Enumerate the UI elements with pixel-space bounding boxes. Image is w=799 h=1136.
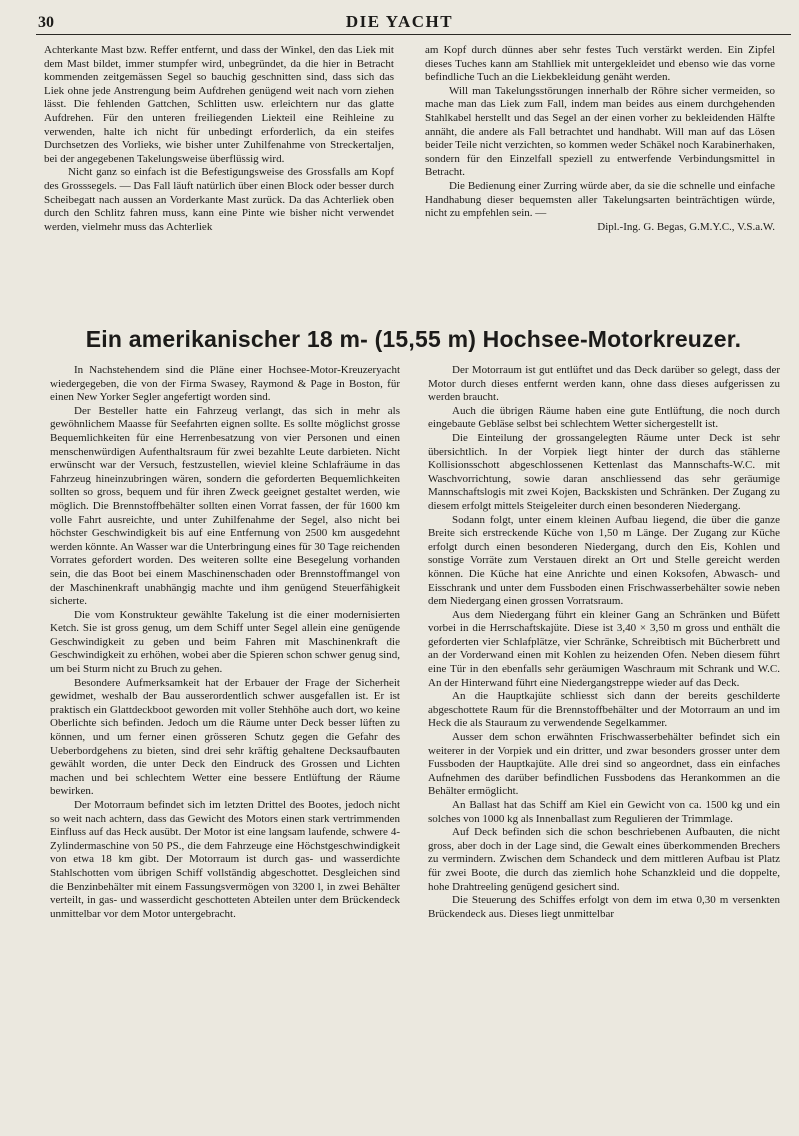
paragraph: Nicht ganz so einfach ist die Befestigungsweise des Grossfalls am Kopf des Grosssegels. — Das Fall läuft natürlich über einen Block oder besser durch Scheibegatt nach aussen an Vorderkante Mast zurück. Da das Achterliek oben durch den Schlitz fahren muss, kann eine Pinte wie bisher nicht verwendet werden, vielmehr muss das Achterliek (44, 166, 394, 233)
paragraph: Auch die übrigen Räume haben eine gute Entlüftung, die noch durch eingebaute Gebläse selbst bei schlechtem Wetter sichergestellt ist. (428, 404, 780, 431)
article-title: Ein amerikanischer 18 m- (15,55 m) Hochsee-Motorkreuzer. (85, 326, 742, 352)
paragraph: Die Bedienung einer Zurring würde aber, da sie die schnelle und einfache Handhabung dieser bequemsten aller Takelungsarten beinträchtigen würde, nicht zu empfehlen sein. — (425, 179, 775, 220)
paragraph: An die Hauptkajüte schliesst sich dann der bereits geschilderte abgeschottete Raum für die Brennstoffbehälter und der Motorraum an und im Heck die als Stauraum zu verwendende Segelkammer. (428, 690, 780, 730)
author-signature: Dipl.-Ing. G. Begas, G.M.Y.C., V.S.a.W. (597, 220, 775, 233)
paragraph: Der Motorraum befindet sich im letzten Drittel des Bootes, jedoch nicht so weit nach achtern, dass das Gewicht des Motors einen stark vertrimmenden Einfluss auf das Heck ausübt. Der Motor ist eine langsam laufende, schwere 4-Zylindermaschine von 50 PS., die dem Fahrzeuge eine Höchstgeschwindigkeit von etwa 18 km gibt. Der Motorraum ist durch gas- und wasserdichte Stahlschotten vom übrigen Schiff vollständig abgeschottet. Desgleichen sind die Benzinbehälter mit einem Fassungsvermögen von 3200 l, in zwei Behälter verteilt, in gas- und wasserdicht geschotteten Abteilen unter dem Brückendeck unmittelbar vor dem Motor untergebracht. (50, 799, 400, 920)
paragraph: Sodann folgt, unter einem kleinen Aufbau liegend, die über die ganze Breite sich erstreckende Küche von 1,50 m Länge. Der Zugang zur Küche erfolgt durch einen besonderen Niedergang, durch den Eis, Kohlen und sonstige Vorräte zum Verstauen direkt an Ort und Stelle gereicht werden können. Die Küche hat eine Anrichte und einen Koksofen, Abwasch- und Eisschrank und unter dem Fussboden einen Frischwasserbehälter sowie neben dem Niedergang einen grossen Vorratsraum. (428, 513, 780, 608)
main-article-right-column (428, 364, 780, 921)
running-title: DIE YACHT (345, 12, 454, 31)
paragraph: Der Motorraum ist gut entlüftet und das Deck darüber so gelegt, dass der Motor durch dieses entfernt werden kann, ohne dass dieses aufgerissen zu werden braucht. (428, 364, 780, 404)
paragraph: In Nachstehendem sind die Pläne einer Hochsee-Motor-Kreuzeryacht wiedergegeben, die von der Firma Swasey, Raymond & Page in Boston, für einen New Yorker Segler angefertigt worden sind. (50, 364, 400, 404)
paragraph: Der Besteller hatte ein Fahrzeug verlangt, das sich in mehr als gewöhnlichem Maasse für Seefahrten eignen sollte. Es sollte möglichst grosse Bequemlichkeiten für eine Herrenbesatzung von vier Personen und einen menschenwürdigen Aufenthaltsraum für zwei bezahlte Leute darbieten. Nicht erwünscht war der Versuch, festzustellen, wieviel kleine Schlafräume in das Fahrzeug hineinzubringen wären, sondern die geforderten Bequemlichkeiten sollten so gross, bequem und für ihren Zweck geeignet gestaltet werden, wie möglich. Die Brennstoffbehälter sollten einen Vorrat fassen, der für 1600 km volle Fahrt ausreichte, und unter Zuhilfenahme der Segel, also nicht bei höchster Geschwindigkeit bis auf eine Entfernung von 2500 km ausgedehnt werden könnte. An Wasser war die Unterbringung eines für 30 Tage reichenden Vorrates gefordert worden. Des weiteren sollte eine Besegelung vorhanden sein, die das Boot bei einem Maschinenschaden oder Brennstoffmangel von der Maschinenkraft unabhängig machte und ihm genügend Steuerfähigkeit sicherte. (50, 404, 400, 608)
paragraph: An Ballast hat das Schiff am Kiel ein Gewicht von ca. 1500 kg und ein solches von 1000 kg als Innenballast zum Regulieren der Trimmlage. (428, 799, 780, 825)
paragraph: Die Einteilung der grossangelegten Räume unter Deck ist sehr übersichtlich. In der Vorpiek liegt hinter der durch das stählerne Kollisionsschott abgeschlossenen Kettenlast das Mannschafts-W.C. mit Waschvorrichtung, sowie daran anschliessend das sehr geräumige Mannschaftslogis mit zwei Kojen, Backskisten und Schränken. Der Zugang zu diesem erfolgt mittels Steigeleiter durch einen besonderen Niedergang. (428, 431, 780, 512)
main-article-left-column (50, 364, 400, 921)
paragraph: am Kopf durch dünnes aber sehr festes Tuch verstärkt werden. Ein Zipfel dieses Tuches kann am Stahlliek mit untergekleidet und ebenso wie das vorne befindliche Tuch an die Liekbekleidung genäht werden. (425, 44, 775, 84)
top-article-left-column (44, 44, 394, 234)
paragraph: Besondere Aufmerksamkeit hat der Erbauer der Frage der Sicherheit gewidmet, weshalb der Bau ausserordentlich schwer ausgefallen ist. Er ist praktisch ein Glattdeckboot geworden mit voller Stehhöhe auch dort, wo keine Oberlichte sich befinden. Jedoch um die Räume unter Deck besser lüften zu können, und um ferner einen grösseren Schutz gegen die Gefahr des Ueberbordgehens zu bieten, sind drei sehr kräftig gehaltene Decksaufbauten gewählt worden, die unter Deck den Eindruck des Grossen und Lichten machen und bei schlechtem Wetter eine bessere Entlüftung der Räume bewirken. (50, 676, 400, 798)
paragraph: Achterkante Mast bzw. Reffer entfernt, und dass der Winkel, den das Liek mit dem Mast bildet, immer stumpfer wird, unbegründet, da die hier in Betracht kommenden zeitgemässen Segel so bauchig geschnitten sind, dass sich das Liek ohne jede Anstrengung beim Aufdrehen genügend weit nach vorn ziehen lässt. Die fehlenden Gattchen, Schlitten usw. erleichtern nur das glatte Aufdrehen. Für den unteren freiliegenden Liekteil eine Reihleine zu verwenden, halte ich nicht für unbedingt erforderlich, da ein steifes Durchsetzen des Vorlieks, wie bisher unter Zuhilfenahme von Streckertaljen, bei der angegebenen Takelungsweise überflüssig wird. (44, 44, 394, 165)
paragraph: Die Steuerung des Schiffes erfolgt von dem im etwa 0,30 m versenkten Brückendeck aus. Dieses liegt unmittelbar (428, 894, 780, 920)
header-rule (36, 34, 791, 35)
paragraph: Die vom Konstrukteur gewählte Takelung ist die einer modernisierten Ketch. Sie ist gross genug, um dem Schiff unter Segel allein eine genügende Geschwindigkeit zu geben und beim Fahren mit Maschinenkraft die Geschwindigkeit zu erhöhen, wobei aber die Spieren schon schwer genug sind, um bei Sturm nicht zu Bruch zu gehen. (50, 608, 400, 676)
paragraph: Will man Takelungsstörungen innerhalb der Röhre sicher vermeiden, so mache man das Liek zum Fall, indem man beides aus einem durchgehenden Stahlkabel herstellt und das Segel an der einen vorher zu bekleidenden Hälfte annäht, die andere als Fall betrachtet und handhabt. Will man auf das Lösen beider Teile nicht verzichten, so kommen weder Schäkel noch Karabinerhaken, sondern für den Einzelfall speziell zu entwerfende Verbindungsmittel in Betracht. (425, 84, 775, 179)
paragraph: Ausser dem schon erwähnten Frischwasserbehälter befindet sich ein weiterer in der Vorpiek und ein dritter, und zwar besonders grosser unter dem Fussboden der Hauptkajüte. Alle drei sind so angeordnet, dass ein einfaches Aufnehmen des darüber befindlichen Fussbodens das Herankommen an die Behälter ermöglicht. (428, 731, 780, 798)
paragraph: Auf Deck befinden sich die schon beschriebenen Aufbauten, die nicht gross, aber doch in der Lage sind, die Gewalt eines überkommenden Brechers zu vermindern. Zwischen dem Schandeck und dem mittleren Aufbau ist Platz für zwei Boote, die durch das ziemlich hohe Schanzkleid und die doppelte, hohe Drahtreeling genügend gesichert sind. (428, 826, 780, 893)
top-article-right-column (425, 44, 775, 234)
page-number: 30 (38, 14, 54, 31)
paragraph: Aus dem Niedergang führt ein kleiner Gang an Schränken und Büfett vorbei in die Herrschaftskajüte. Diese ist 3,40 × 3,50 m gross und enthält die geforderten vier Schlafplätze, vier Schränke, Schreibtisch mit Bücherbrett und an der Vorderwand einen mit Kohlen zu heizenden Ofen. Neben diesem führt eine Tür in den ebenfalls sehr geräumigen Waschraum mit Schrank und W.C. An der Hinterwand führt eine Niedergangstreppe wieder auf das Deck. (428, 608, 780, 689)
